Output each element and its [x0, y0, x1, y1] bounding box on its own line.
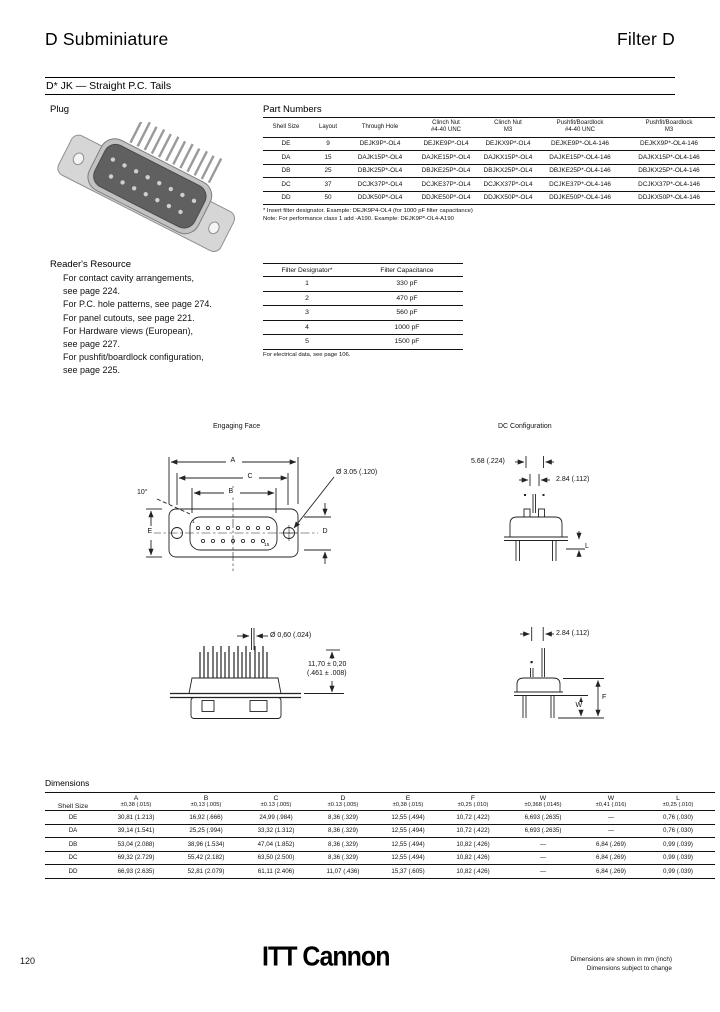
dimension-letter-header: L [641, 793, 715, 803]
readers-resource-title: Reader's Resource [50, 259, 132, 270]
layout-cell: 15 [309, 151, 347, 165]
part-number-cell: DCJKE37P*-OL4-146 [537, 178, 623, 192]
part-numbers-column-header: Pushfit/Boardlock #4-40 UNC [537, 118, 623, 138]
dimension-value-cell: 6,693 (.2635) [505, 824, 581, 838]
part-number-cell: DBJKX25P*-OL4 [479, 164, 537, 178]
layout-cell: 9 [309, 137, 347, 151]
dim-f-label: F [602, 694, 607, 701]
dimension-value-cell: 8,36 (.329) [311, 811, 375, 825]
shell-size-cell: DA [45, 824, 101, 838]
part-number-cell: DEJKX9P*-OL4 [479, 137, 537, 151]
dimension-value-cell: 39,14 (1.541) [101, 824, 171, 838]
dimension-value-cell: 8,36 (.329) [311, 824, 375, 838]
dim-w-label: W [575, 702, 583, 709]
hole-diameter-label: Ø 3.05 (.120) [336, 469, 378, 476]
dimension-value-cell: 10,72 (.422) [441, 824, 505, 838]
dimension-value-cell: — [581, 824, 641, 838]
dimension-value-cell: 30,81 (1.213) [101, 811, 171, 825]
dimension-value-cell: 33,32 (1.312) [241, 824, 311, 838]
dimension-value-cell: 10,72 (.422) [441, 811, 505, 825]
part-number-cell: DDJKE50P*-OL4 [413, 191, 479, 205]
dim-a-label: A [230, 457, 236, 464]
dimension-letter-header: C [241, 793, 311, 803]
dimension-tolerance-header: ±0,41 (.016) [581, 802, 641, 811]
part-number-cell: DDJKX50P*-OL4-146 [623, 191, 715, 205]
dimension-tolerance-header: ±0.13 (.005) [311, 802, 375, 811]
dimension-value-cell: — [505, 838, 581, 852]
dimension-value-cell: 12,55 (.494) [375, 838, 441, 852]
readers-resource-line: For Hardware views (European), [63, 325, 194, 336]
part-number-cell: DDJKE50P*-OL4-146 [537, 191, 623, 205]
dimension-value-cell: 6,693 (.2635) [505, 811, 581, 825]
dimensions-table [45, 792, 715, 879]
dimensions-letter-row [45, 793, 715, 803]
section-title: D* JK — Straight P.C. Tails [46, 80, 172, 92]
part-number-cell: DCJK37P*-OL4 [347, 178, 413, 192]
readers-resource-line: see page 227. [63, 339, 121, 350]
filter-capacitance-header: Filter Capacitance [351, 264, 463, 277]
filter-capacitance-cell: 470 pF [351, 291, 463, 306]
filter-capacitance-cell: 330 pF [351, 277, 463, 292]
shell-size-cell: DE [45, 811, 101, 825]
shell-size-cell: DB [263, 164, 309, 178]
readers-resource-line: For contact cavity arrangements, [63, 273, 195, 283]
readers-resource-line: For P.C. hole patterns, see page 274. [63, 299, 212, 310]
dimension-tolerance-header: ±0,25 (.010) [641, 802, 715, 811]
tail-length-mm-label: 11,70 ± 0,20 [308, 660, 347, 668]
dimension-letter-header: D [311, 793, 375, 803]
filter-designator-header: Filter Designator* [263, 264, 351, 277]
part-number-cell: DBJKE25P*-OL4-146 [537, 164, 623, 178]
part-number-cell: DCJKE37P*-OL4 [413, 178, 479, 192]
dimension-value-cell: 8,36 (.329) [311, 838, 375, 852]
dimension-value-cell: 53,04 (2.088) [101, 838, 171, 852]
page-title: D Subminiature [45, 29, 169, 49]
part-number-cell: DBJKE25P*-OL4 [413, 164, 479, 178]
dimension-value-cell: — [505, 865, 581, 879]
dimension-value-cell: 6,84 (.269) [581, 851, 641, 865]
part-number-cell: DEJK9P*-OL4 [347, 137, 413, 151]
dimensions-tolerance-row [45, 802, 715, 811]
shell-size-cell: DC [45, 851, 101, 865]
dimension-value-cell: 12,55 (.494) [375, 824, 441, 838]
page-number: 120 [20, 956, 36, 966]
tail-length-inch-label: (.461 ± .008) [307, 669, 347, 677]
dimension-value-cell: 6,84 (.269) [581, 865, 641, 879]
dimension-tolerance-header: ±0,368 (.0145) [505, 802, 581, 811]
dimension-value-cell: 10,82 (.426) [441, 865, 505, 879]
part-number-cell: DAJKX15P*-OL4 [479, 151, 537, 165]
dimension-value-cell: 15,37 (.605) [375, 865, 441, 879]
part-number-cell: DAJKX15P*-OL4-146 [623, 151, 715, 165]
pin-1-label: 1 [192, 520, 195, 525]
dimension-letter-header: F [441, 793, 505, 803]
part-numbers-column-header: Shell Size [263, 118, 309, 138]
dimension-tolerance-header: ±0,38 (.015) [375, 802, 441, 811]
part-number-cell: DEJKE9P*-OL4-146 [537, 137, 623, 151]
dimension-letter-header: W [581, 793, 641, 803]
dimensions-row [45, 811, 715, 825]
footer-note-line-2: Dimensions subject to change [586, 965, 672, 972]
filter-designator-cell: 1 [263, 277, 351, 292]
dimension-value-cell: 61,11 (2.406) [241, 865, 311, 879]
dimension-letter-header: E [375, 793, 441, 803]
part-number-cell: DCJKX37P*-OL4-146 [623, 178, 715, 192]
dimensions-body [45, 811, 715, 879]
dimensions-row [45, 865, 715, 879]
filter-table-footnote: For electrical data, see page 106. [263, 351, 351, 358]
filter-capacitance-cell: 1500 pF [351, 335, 463, 350]
angle-label: 10° [137, 489, 148, 496]
part-numbers-column-header: Through Hole [347, 118, 413, 138]
part-number-cell: DAJKE15P*-OL4 [413, 151, 479, 165]
dimension-value-cell: 0,99 (.039) [641, 838, 715, 852]
dimension-value-cell: — [505, 851, 581, 865]
part-number-cell: DAJK15P*-OL4 [347, 151, 413, 165]
layout-cell: 25 [309, 164, 347, 178]
dimension-value-cell: 52,81 (2.079) [171, 865, 241, 879]
dimension-value-cell: 0,76 (.030) [641, 824, 715, 838]
part-numbers-footnote-2: Note: For performance class 1 add -A190. Example: DEJK9P*-OL4-A190 [263, 215, 454, 222]
dimensions-row [45, 838, 715, 852]
shell-size-cell: DD [263, 191, 309, 205]
dimension-value-cell: 24,99 (.984) [241, 811, 311, 825]
part-number-cell: DDJK50P*-OL4 [347, 191, 413, 205]
dimensions-row [45, 824, 715, 838]
dim-b-label: B [228, 488, 234, 495]
dimension-value-cell: 0,76 (.030) [641, 811, 715, 825]
dimension-value-cell: 55,42 (2.182) [171, 851, 241, 865]
shell-size-cell: DC [263, 178, 309, 192]
part-number-cell: DAJKE15P*-OL4-146 [537, 151, 623, 165]
part-number-cell: DCJKX37P*-OL4 [479, 178, 537, 192]
filter-designator-cell: 5 [263, 335, 351, 350]
pushfit-pitch-label: 2.84 (.112) [556, 629, 590, 637]
dimension-value-cell: 11,07 (.436) [311, 865, 375, 879]
shell-size-cell: DE [263, 137, 309, 151]
filter-designator-cell: 4 [263, 320, 351, 335]
page-title-right: Filter D [617, 29, 675, 49]
dimension-value-cell: 63,50 (2.500) [241, 851, 311, 865]
dimension-value-cell: 6,84 (.269) [581, 838, 641, 852]
dc-pitch-label: 2.84 (.112) [556, 475, 590, 483]
part-number-cell: DEJKX9P*-OL4-146 [623, 137, 715, 151]
dimension-value-cell: 66,93 (2.635) [101, 865, 171, 879]
part-number-cell: DEJKE9P*-OL4 [413, 137, 479, 151]
part-number-cell: DDJKX50P*-OL4 [479, 191, 537, 205]
dimension-value-cell: 12,55 (.494) [375, 851, 441, 865]
layout-cell: 50 [309, 191, 347, 205]
part-numbers-column-header: Clinch Nut M3 [479, 118, 537, 138]
part-numbers-column-header: Layout [309, 118, 347, 138]
dimensions-title: Dimensions [45, 778, 90, 788]
dimension-value-cell: 47,04 (1.852) [241, 838, 311, 852]
filter-capacitance-cell: 1000 pF [351, 320, 463, 335]
dimension-value-cell: 38,96 (1.534) [171, 838, 241, 852]
dimension-value-cell: 8,36 (.329) [311, 851, 375, 865]
dimensions-row [45, 851, 715, 865]
dim-d-label: D [322, 528, 328, 535]
dimension-letter-header: W [505, 793, 581, 803]
dimension-tolerance-header: ±0,25 (.010) [441, 802, 505, 811]
dimension-value-cell: 16,92 (.666) [171, 811, 241, 825]
filter-designator-cell: 3 [263, 306, 351, 321]
shell-size-cell: DD [45, 865, 101, 879]
footer-note-line-1: Dimensions are shown in mm (inch) [570, 956, 672, 963]
dim-c-label: C [247, 473, 253, 480]
dimension-value-cell: 0,99 (.039) [641, 851, 715, 865]
dimension-letter-header: B [171, 793, 241, 803]
part-numbers-column-header: Clinch Nut #4-40 UNC [413, 118, 479, 138]
pin-15-label: 15 [264, 543, 270, 548]
dimension-value-cell: 25,25 (.994) [171, 824, 241, 838]
part-numbers-title: Part Numbers [263, 104, 322, 115]
dimension-value-cell: 0,99 (.039) [641, 865, 715, 879]
readers-resource-line: see page 224. [63, 286, 121, 297]
dim-e-label: E [147, 528, 153, 535]
dimension-tolerance-header: ±0,13 (.005) [171, 802, 241, 811]
readers-resource-line: For panel cutouts, see page 221. [63, 312, 195, 323]
plug-label: Plug [50, 104, 70, 115]
readers-resource-line: see page 225. [63, 365, 121, 376]
shell-size-cell: DB [45, 838, 101, 852]
dimension-value-cell: 69,32 (2.729) [101, 851, 171, 865]
engaging-face-title: Engaging Face [213, 423, 261, 430]
dimension-value-cell: 10,82 (.426) [441, 838, 505, 852]
dimension-value-cell: — [581, 811, 641, 825]
dimension-value-cell: 10,82 (.426) [441, 851, 505, 865]
part-numbers-footnote-1: * Insert filter designator. Example: DEJK9P4-OL4 (for 1000 pF filter capacitance) [263, 208, 473, 214]
part-number-cell: DBJKX25P*-OL4-146 [623, 164, 715, 178]
dimension-value-cell: 12,55 (.494) [375, 811, 441, 825]
layout-cell: 37 [309, 178, 347, 192]
tail-diameter-label: Ø 0,60 (.024) [270, 631, 312, 639]
dc-width-label: 5.68 (.224) [471, 457, 505, 465]
filter-designator-cell: 2 [263, 291, 351, 306]
shell-size-cell: DA [263, 151, 309, 165]
dimension-letter-header: A [101, 793, 171, 803]
part-numbers-column-header: Pushfit/Boardlock M3 [623, 118, 715, 138]
readers-resource-line: For pushfit/boardlock configuration, [63, 352, 204, 363]
itt-cannon-logo: ITT Cannon [262, 941, 390, 973]
part-number-cell: DBJK25P*-OL4 [347, 164, 413, 178]
dimension-tolerance-header: ±0,38 (.015) [101, 802, 171, 811]
dc-configuration-title: DC Configuration [498, 423, 552, 430]
dim-l-label: L [585, 543, 589, 550]
footer-notes [570, 955, 672, 973]
dimension-tolerance-header: ±0.13 (.005) [241, 802, 311, 811]
filter-capacitance-cell: 560 pF [351, 306, 463, 321]
shell-size-header: Shell Size [45, 793, 101, 811]
